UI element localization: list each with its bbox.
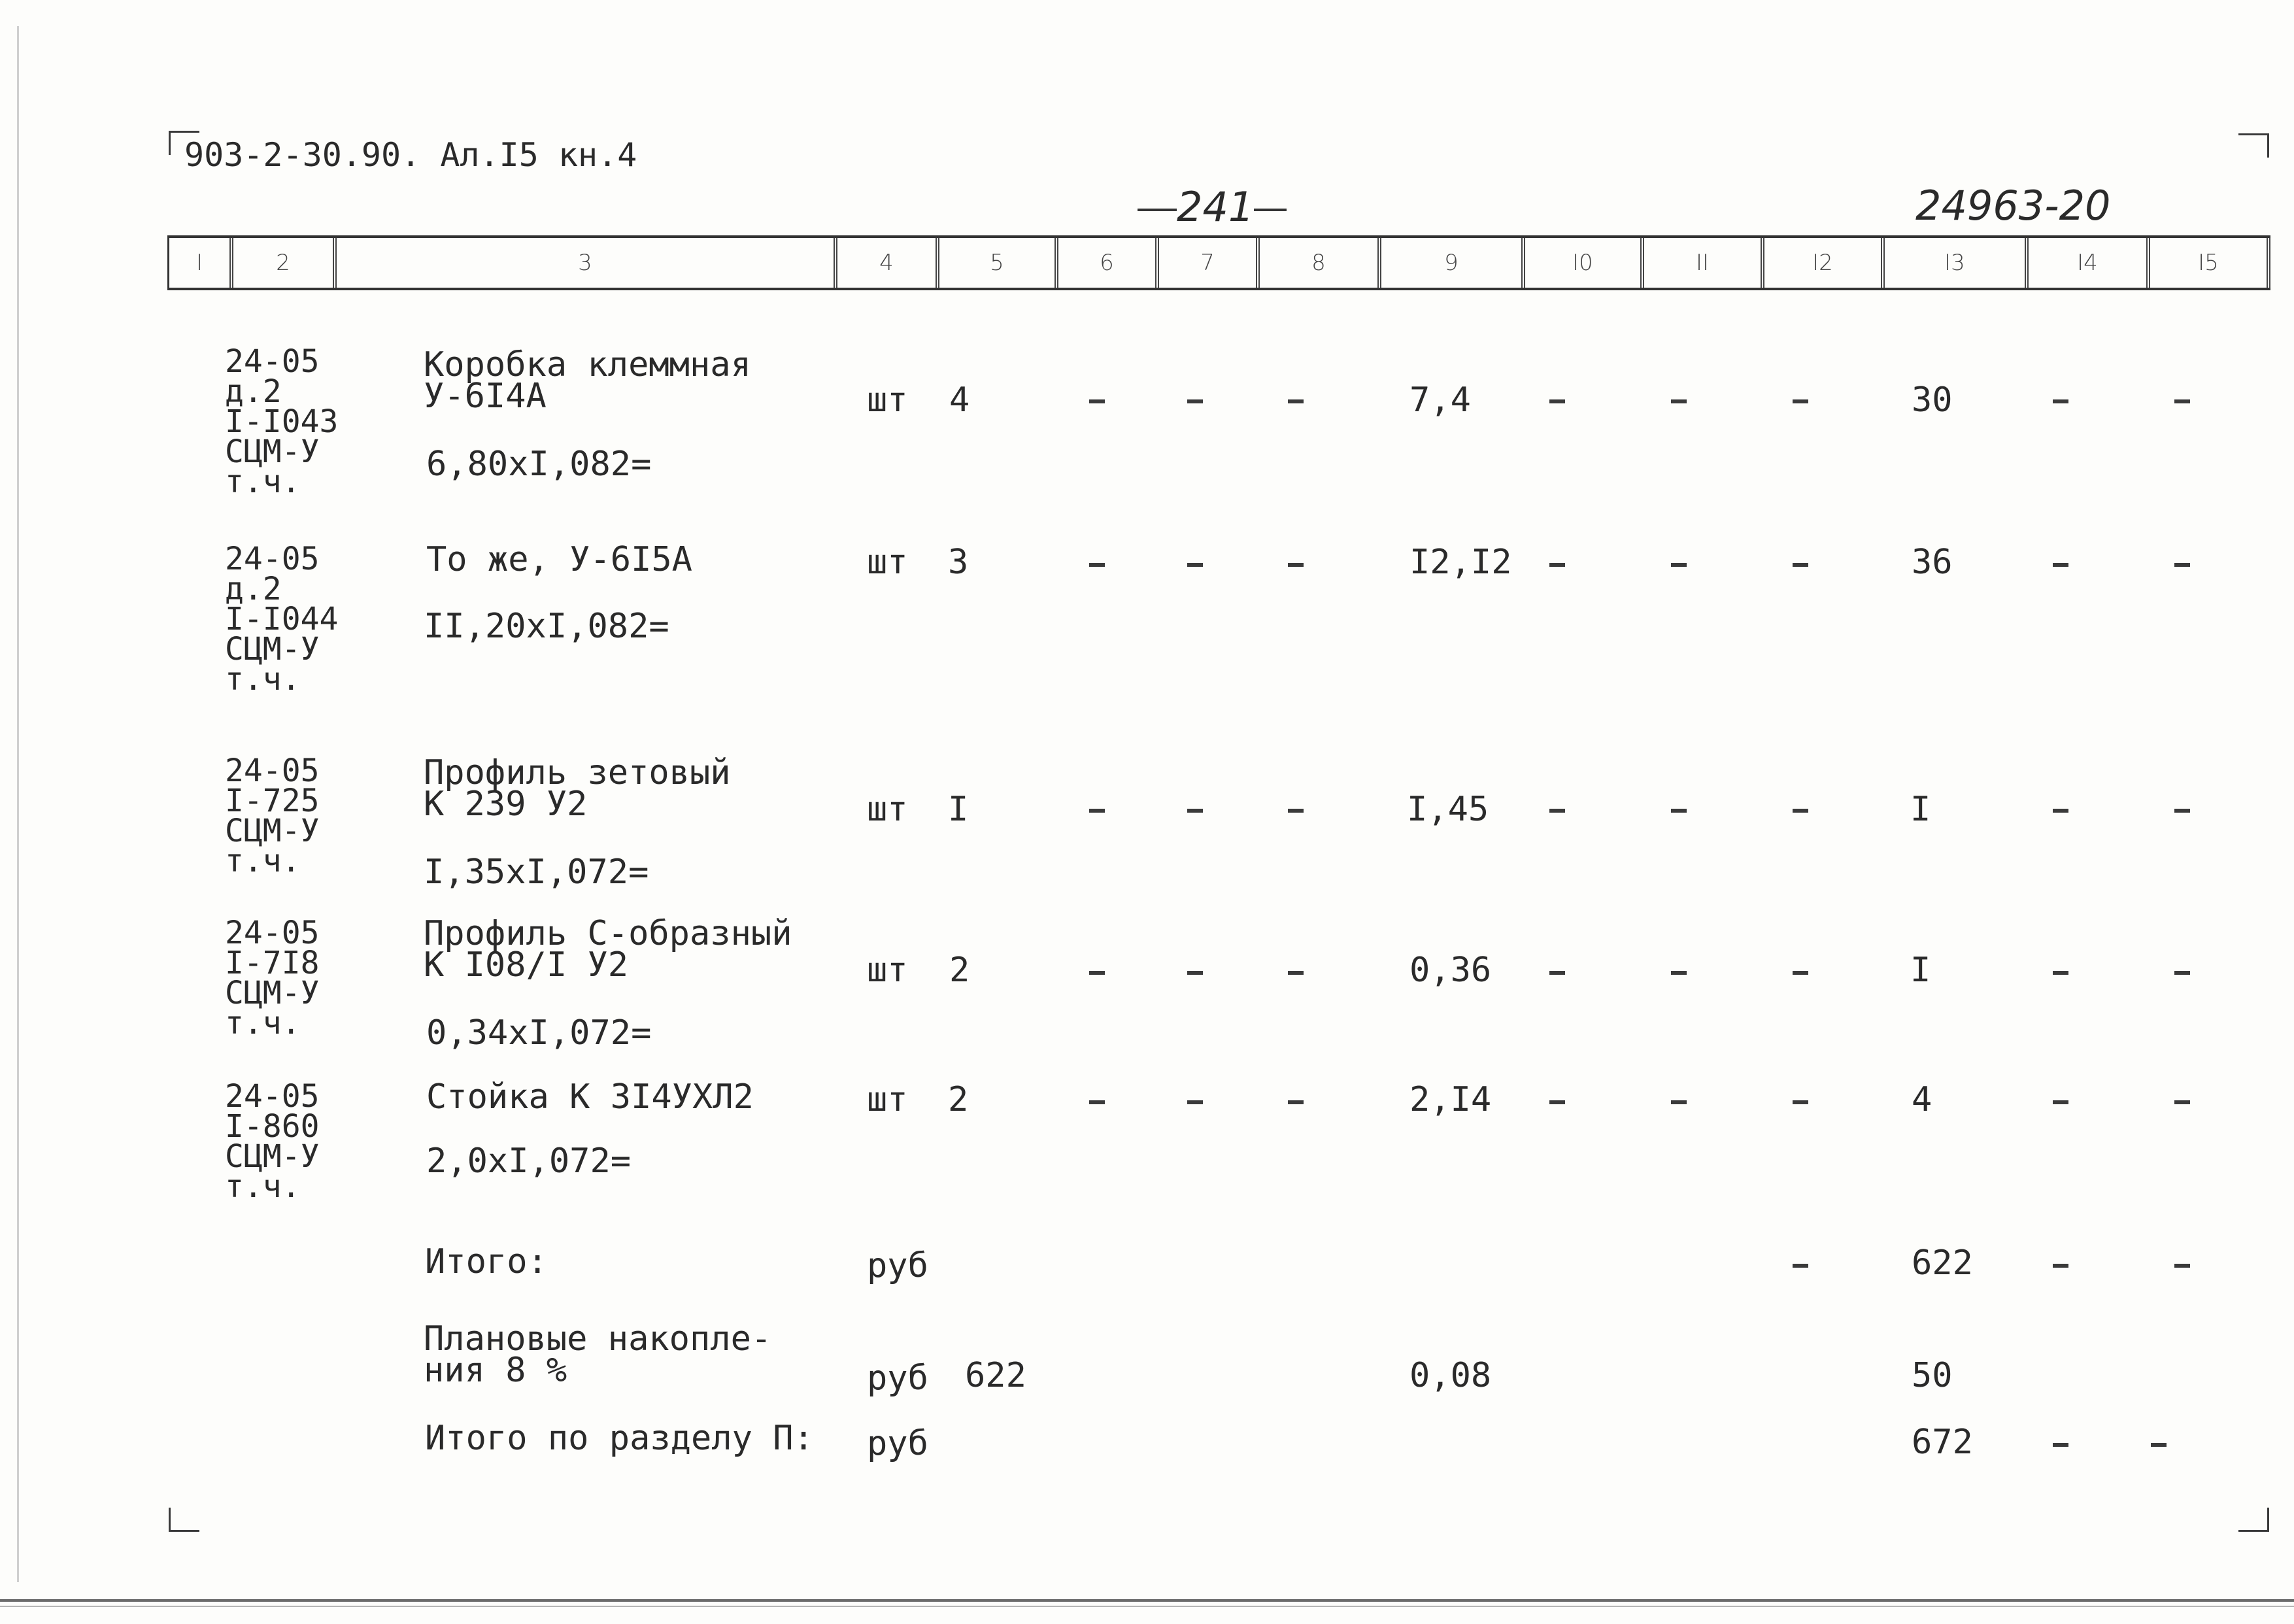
col-9-value: 2,I4 <box>1409 1080 1492 1119</box>
unit: шт <box>867 1080 908 1119</box>
dash-col-15 <box>2151 1443 2167 1447</box>
col-9-value: 0,36 <box>1409 951 1492 990</box>
total-label: Итого: <box>425 1242 548 1281</box>
col-13-value: 30 <box>1912 381 1953 420</box>
dash-col-14 <box>2053 399 2068 403</box>
section-total-unit: руб <box>867 1424 928 1463</box>
item-calc: I,35хI,072= <box>424 853 649 892</box>
row-code <box>225 343 339 500</box>
dash-col-15 <box>2174 1264 2190 1268</box>
dash-col-7 <box>1187 1100 1203 1104</box>
column-header-9: 9 <box>1381 238 1525 288</box>
column-header-1: I <box>169 238 233 288</box>
item-name-line: То же, У-6I5А <box>426 540 692 579</box>
dash-col-11 <box>1671 399 1687 403</box>
unit: шт <box>867 951 908 990</box>
code-line: д.2 <box>225 571 282 607</box>
quantity: 3 <box>948 543 969 582</box>
dash-col-12 <box>1793 971 1808 975</box>
bottom-edge-line-secondary <box>0 1606 2294 1607</box>
planned-label-line: Плановые накопле- <box>424 1319 772 1359</box>
code-line: СЦМ-У <box>225 631 320 668</box>
column-header-3: 3 <box>337 238 837 288</box>
column-header-15: I5 <box>2150 238 2270 288</box>
col-9-value: 7,4 <box>1409 381 1471 420</box>
item-name-line: К I08/I У2 <box>424 945 629 985</box>
row-code <box>225 753 320 879</box>
sheet-code: 24963-20 <box>1915 182 2111 229</box>
dash-col-12 <box>1793 809 1808 813</box>
dash-col-7 <box>1187 809 1203 813</box>
section-total-label: Итого по разделу П: <box>425 1419 814 1458</box>
item-name <box>426 540 692 579</box>
item-name <box>424 914 792 985</box>
planned-label-line: ния 8 % <box>424 1351 567 1390</box>
planned-col-13-value: 50 <box>1912 1356 1953 1395</box>
item-name-line: У-6I4А <box>424 377 547 416</box>
row-code <box>225 1078 320 1205</box>
column-header-4: 4 <box>837 238 939 288</box>
item-name <box>426 1077 754 1117</box>
column-header-row <box>167 235 2270 290</box>
dash-col-14 <box>2053 1264 2068 1268</box>
item-name-line: Профиль зетовый <box>424 753 731 792</box>
column-header-10: I0 <box>1525 238 1644 288</box>
code-line: I-860 <box>225 1108 320 1145</box>
dash-col-6 <box>1089 399 1105 403</box>
dash-col-7 <box>1187 971 1203 975</box>
dash-col-14 <box>2053 1443 2068 1447</box>
left-margin-line <box>17 26 19 1582</box>
dash-col-7 <box>1187 563 1203 567</box>
col-13-value: 36 <box>1912 543 1953 582</box>
dash-col-8 <box>1288 399 1304 403</box>
dash-col-15 <box>2174 399 2190 403</box>
planned-base: 622 <box>965 1356 1026 1395</box>
dash-col-12 <box>1793 1264 1808 1268</box>
section-total-col-13-value: 672 <box>1912 1423 1973 1462</box>
dash-col-10 <box>1549 399 1565 403</box>
dash-col-14 <box>2053 971 2068 975</box>
dash-col-8 <box>1288 971 1304 975</box>
quantity: 2 <box>948 1080 969 1119</box>
column-header-6: 6 <box>1058 238 1159 288</box>
unit: шт <box>867 543 908 582</box>
planned-unit: руб <box>867 1359 928 1398</box>
column-header-2: 2 <box>233 238 337 288</box>
dash-col-10 <box>1549 1100 1565 1104</box>
code-line: т.ч. <box>225 843 301 879</box>
code-line: СЦМ-У <box>225 813 320 849</box>
code-line: 24-05 <box>225 541 320 577</box>
dash-col-6 <box>1089 1100 1105 1104</box>
code-line: I-7I8 <box>225 945 320 981</box>
column-header-14: I4 <box>2029 238 2150 288</box>
item-calc: II,20хI,082= <box>424 607 669 646</box>
planned-label <box>424 1319 772 1390</box>
quantity: I <box>948 790 969 829</box>
col-9-value: I2,I2 <box>1409 543 1512 582</box>
column-header-13: I3 <box>1885 238 2029 288</box>
bottom-edge-line <box>0 1599 2294 1602</box>
dash-col-8 <box>1288 563 1304 567</box>
dash-col-15 <box>2174 1100 2190 1104</box>
code-line: т.ч. <box>225 1005 301 1041</box>
col-13-value: 4 <box>1912 1080 1932 1119</box>
code-line: т.ч. <box>225 464 301 500</box>
code-line: I-725 <box>225 783 320 819</box>
quantity: 4 <box>949 381 970 420</box>
dash-col-8 <box>1288 809 1304 813</box>
corner-mark-bottom-left <box>169 1508 199 1532</box>
dash-col-14 <box>2053 563 2068 567</box>
code-line: СЦМ-У <box>225 975 320 1011</box>
dash-col-11 <box>1671 1100 1687 1104</box>
row-code <box>225 541 339 698</box>
column-header-12: I2 <box>1764 238 1885 288</box>
dash-col-11 <box>1671 563 1687 567</box>
dash-col-6 <box>1089 971 1105 975</box>
dash-col-8 <box>1288 1100 1304 1104</box>
code-line: т.ч. <box>225 661 301 698</box>
corner-mark-top-right <box>2238 133 2269 158</box>
dash-col-10 <box>1549 971 1565 975</box>
item-name <box>424 345 751 416</box>
code-line: 24-05 <box>225 753 320 789</box>
dash-col-6 <box>1089 809 1105 813</box>
code-line: СЦМ-У <box>225 1138 320 1175</box>
item-name-line: Коробка клеммная <box>424 345 751 384</box>
dash-col-12 <box>1793 399 1808 403</box>
dash-col-11 <box>1671 809 1687 813</box>
planned-rate: 0,08 <box>1409 1356 1492 1395</box>
quantity: 2 <box>949 951 970 990</box>
code-line: I-I043 <box>225 403 339 440</box>
column-header-5: 5 <box>939 238 1058 288</box>
total-col-13-value: 622 <box>1912 1243 1973 1283</box>
item-name-line: Стойка К 3I4УХЛ2 <box>426 1077 754 1117</box>
item-name <box>424 753 731 824</box>
code-line: т.ч. <box>225 1168 301 1205</box>
column-header-7: 7 <box>1159 238 1260 288</box>
item-name-line: Профиль С-образный <box>424 914 792 953</box>
col-13-value: I <box>1910 951 1931 990</box>
dash-col-15 <box>2174 971 2190 975</box>
column-header-11: II <box>1644 238 1764 288</box>
dash-col-11 <box>1671 971 1687 975</box>
unit: шт <box>867 790 908 829</box>
code-line: I-I044 <box>225 601 339 637</box>
code-line: 24-05 <box>225 343 320 380</box>
dash-col-15 <box>2174 809 2190 813</box>
code-line: 24-05 <box>225 1078 320 1115</box>
dash-col-14 <box>2053 809 2068 813</box>
item-name-line: К 239 У2 <box>424 785 588 824</box>
dash-col-14 <box>2053 1100 2068 1104</box>
dash-col-12 <box>1793 563 1808 567</box>
col-13-value: I <box>1910 790 1931 829</box>
item-calc: 6,80хI,082= <box>426 445 652 484</box>
code-line: СЦМ-У <box>225 433 320 470</box>
page-number-value: 241 <box>1177 183 1255 231</box>
dash-col-7 <box>1187 399 1203 403</box>
dash-col-12 <box>1793 1100 1808 1104</box>
col-9-value: I,45 <box>1407 790 1489 829</box>
column-header-8: 8 <box>1260 238 1381 288</box>
code-line: 24-05 <box>225 915 320 951</box>
dash-col-6 <box>1089 563 1105 567</box>
corner-mark-bottom-right <box>2238 1508 2269 1532</box>
item-calc: 0,34хI,072= <box>426 1013 652 1053</box>
code-line: д.2 <box>225 373 282 410</box>
dash-col-10 <box>1549 809 1565 813</box>
document-reference: 903-2-30.90. Ал.I5 кн.4 <box>184 136 637 174</box>
total-unit: руб <box>867 1246 928 1285</box>
dash-col-15 <box>2174 563 2190 567</box>
page-number <box>1138 183 1287 231</box>
item-calc: 2,0хI,072= <box>426 1142 632 1181</box>
row-code <box>225 915 320 1041</box>
dash-col-10 <box>1549 563 1565 567</box>
unit: шт <box>867 381 908 420</box>
